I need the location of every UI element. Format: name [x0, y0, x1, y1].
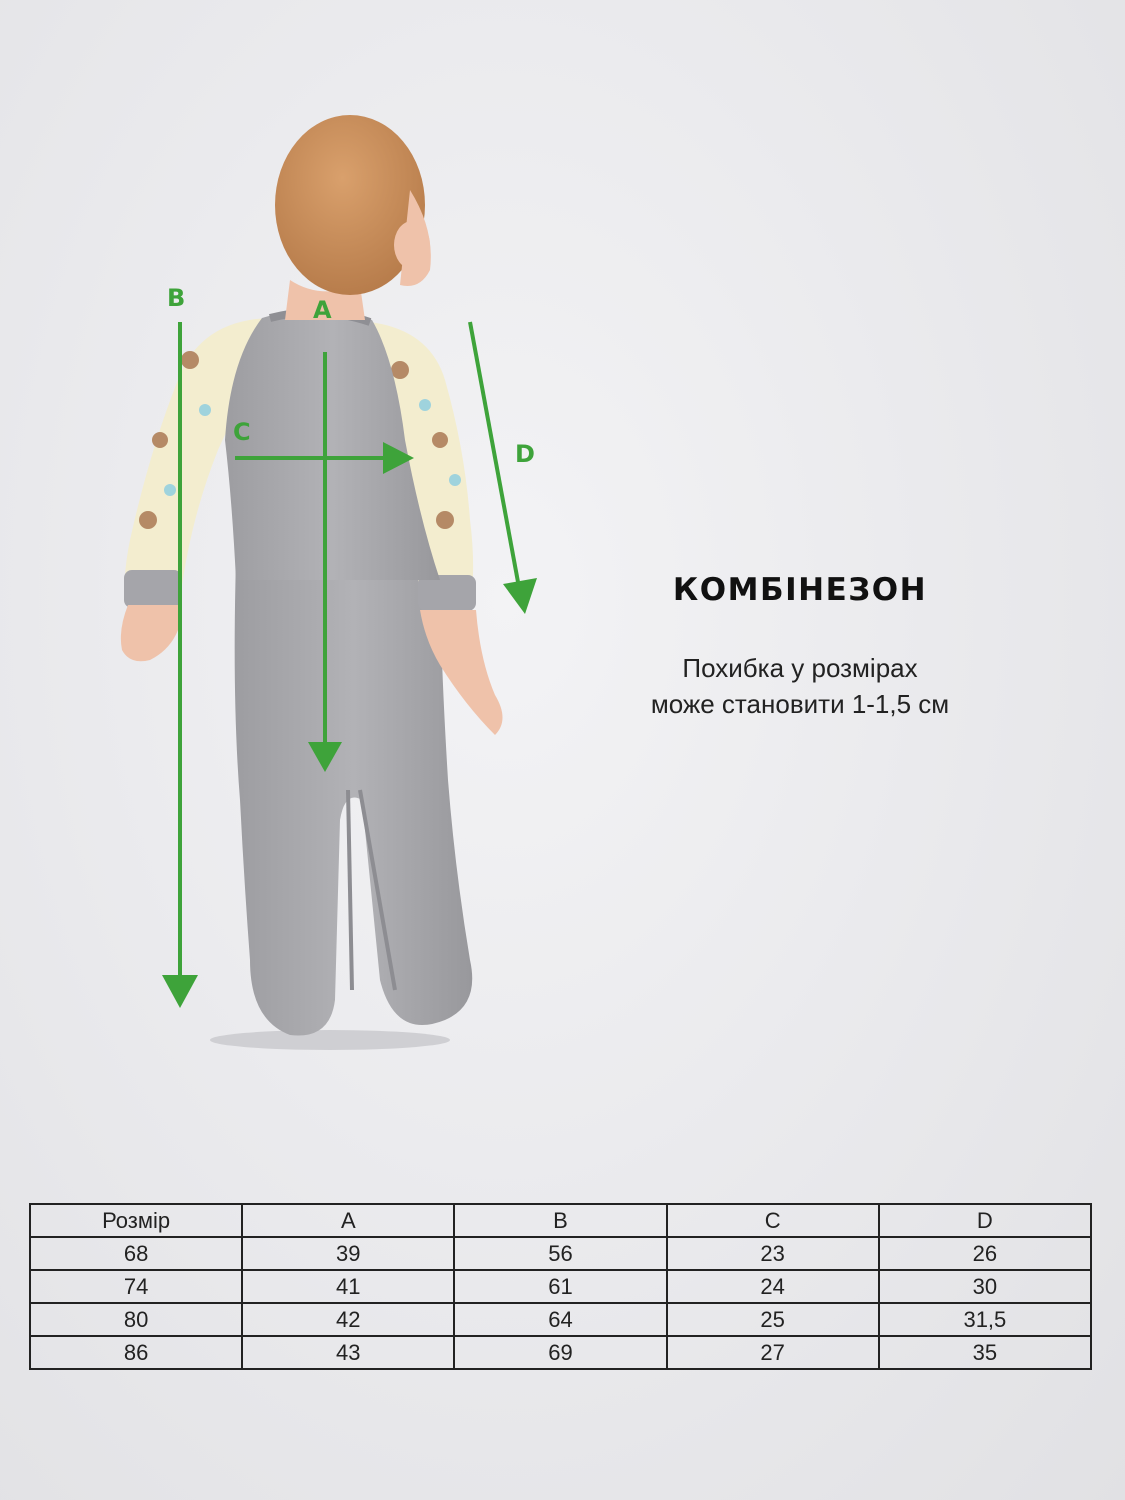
table-row: [30, 1237, 1091, 1270]
header-b: B: [454, 1204, 666, 1237]
cell-b: 56: [454, 1237, 666, 1270]
cell-c: 24: [667, 1270, 879, 1303]
table-row: [30, 1303, 1091, 1336]
measure-label-d: D: [515, 440, 535, 468]
cell-d: 30: [879, 1270, 1091, 1303]
header-c: C: [667, 1204, 879, 1237]
cell-size: 74: [30, 1270, 242, 1303]
cell-size: 86: [30, 1336, 242, 1369]
measure-label-c: C: [233, 418, 251, 446]
note-line-1: Похибка у розмірах: [682, 653, 918, 683]
cell-a: 43: [242, 1336, 454, 1369]
note-line-2: може становити 1-1,5 см: [650, 689, 950, 719]
cell-b: 64: [454, 1303, 666, 1336]
cell-b: 69: [454, 1336, 666, 1369]
table-header-row: [30, 1204, 1091, 1237]
measure-label-b: B: [167, 284, 186, 312]
cell-a: 42: [242, 1303, 454, 1336]
cell-c: 27: [667, 1336, 879, 1369]
cell-size: 68: [30, 1237, 242, 1270]
measure-arrow-d: [470, 322, 537, 614]
measure-label-a: A: [313, 296, 332, 324]
cell-size: 80: [30, 1303, 242, 1336]
cell-d: 26: [879, 1237, 1091, 1270]
size-chart-table: [29, 1203, 1092, 1370]
size-tolerance-note: [580, 650, 1020, 722]
product-title: КОМБІНЕЗОН: [672, 572, 928, 608]
cell-d: 31,5: [879, 1303, 1091, 1336]
header-size: Розмір: [30, 1204, 242, 1237]
header-a: A: [242, 1204, 454, 1237]
table-row: [30, 1336, 1091, 1369]
cell-a: 41: [242, 1270, 454, 1303]
cell-c: 23: [667, 1237, 879, 1270]
table-row: [30, 1270, 1091, 1303]
cell-d: 35: [879, 1336, 1091, 1369]
left-hand: [121, 605, 180, 661]
header-d: D: [879, 1204, 1091, 1237]
floor-shadow: [210, 1030, 450, 1050]
cell-a: 39: [242, 1237, 454, 1270]
cell-b: 61: [454, 1270, 666, 1303]
cell-c: 25: [667, 1303, 879, 1336]
